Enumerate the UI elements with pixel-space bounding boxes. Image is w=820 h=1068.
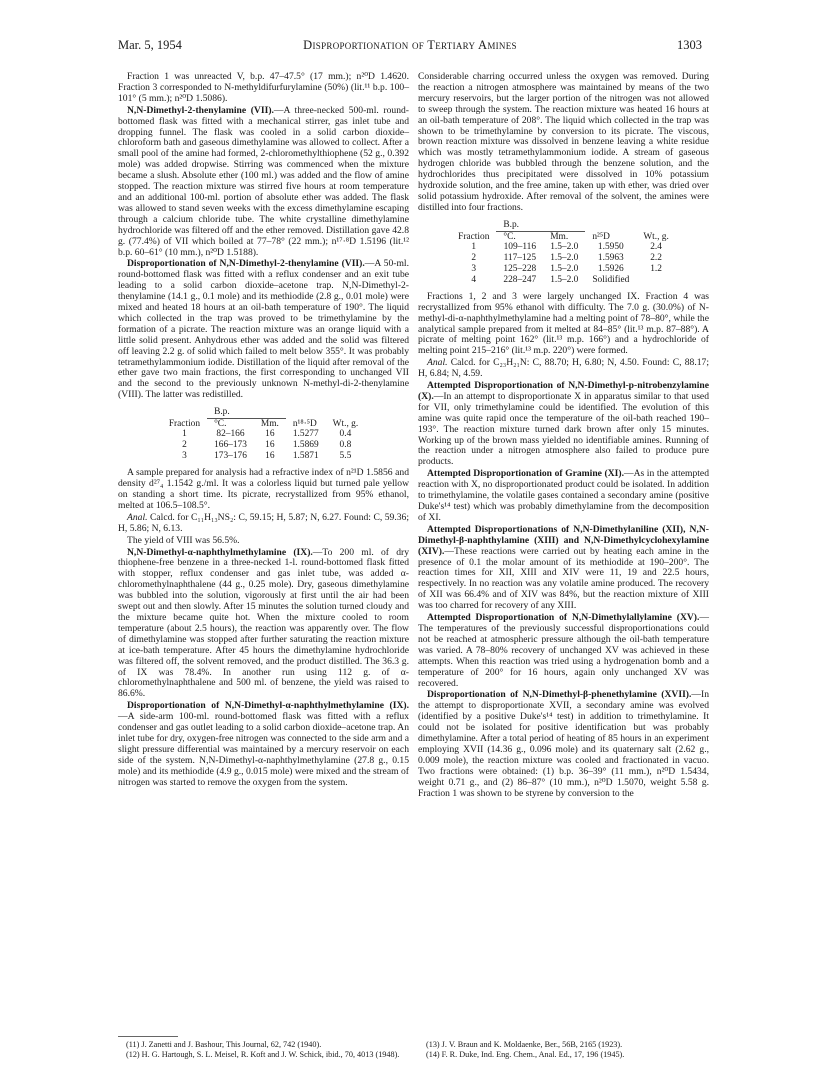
table-row [162, 440, 365, 451]
table-header-cell: Mm. [260, 419, 279, 430]
table-header-cell: Fraction [168, 419, 201, 430]
table-row [162, 451, 365, 462]
paragraph-text: —These reactions were carried out by heating each amine in the presence of 0.1 the molar amount of its methiodide at 190–200°. The reaction times for XII, XIII and XIV were 11, 19 and 22.5 hours, respectively. In no reaction was any volatile amine produced. The recovery of XII was 66.4% and of XIV was 84%, but the reaction mixture of XIII was too charred for recovery of any XIII. [418, 545, 709, 612]
header-date: Mar. 5, 1954 [118, 38, 182, 52]
right-column [418, 72, 709, 800]
paragraph-text: The yield of VIII was 56.5%. [127, 534, 240, 546]
paragraph [418, 358, 709, 380]
left-column [118, 72, 409, 789]
footnote: (12) H. G. Hartough, S. L. Meisel, R. Koft and J. W. Schick, ibid., 70, 4013 (1948). [126, 1049, 400, 1059]
table-header-cell: Mm. [550, 231, 569, 242]
section-heading: Disproportionation of N,N-Dimethyl-2-thenylamine (VII). [127, 258, 365, 270]
table-header-cell: n¹⁸·⁵D [292, 419, 317, 430]
footnote: (11) J. Zanetti and J. Bashour, This Journal, 62, 742 (1940). [126, 1040, 322, 1049]
table-header-cell [162, 407, 207, 419]
table-cell [636, 275, 676, 286]
footnote: (14) F. R. Duke, Ind. Eng. Chem., Anal. Ed., 17, 196 (1945). [426, 1049, 625, 1059]
table-header-cell: Wt., g. [332, 419, 359, 430]
paragraph [118, 106, 409, 259]
table-cell: 1.5950 [597, 241, 624, 252]
table-header-cell [636, 220, 676, 232]
table-cell: 4 [471, 274, 477, 285]
section-heading: Disproportionation of N,N-Dimethyl-α-naphthylmethylamine (IX). [127, 700, 409, 712]
paragraph [418, 381, 709, 468]
paragraph-text: Calcd. for C₂₃H₂₁N: C, 88.70; H, 6.80; N, 4.50. Found: C, 88.17; H, 6.84; N, 4.59. [418, 357, 709, 380]
paragraph-text: —As in the attempted reaction with X, no disproportionated product could be isolated. In addition to trimethylamine, the volatile gases contained a secondary amine (positive Duke's¹⁴ test) which was probably dimethylamine from the decomposition of XI. [418, 468, 709, 523]
table-cell: 1.5871 [292, 451, 319, 462]
table-header-cell [451, 220, 496, 232]
paragraph [418, 613, 709, 689]
table-cell: 228–247 [503, 274, 537, 285]
table-row [451, 253, 676, 264]
section-heading: Attempted Disproportionation of Gramine (XI). [427, 468, 624, 480]
paragraph [118, 513, 409, 535]
paragraph-text: —A three-necked 500-ml. round-bottomed flask was fitted with a mechanical stirrer, gas inlet tube and dropping funnel. The flask was cooled in a solid carbon dioxide–chloroform bath and gaseous dimethylamine was allowed to collect. After a small pool of the amine had formed, 2-chloromethylthiophene (52 g., 0.392 mole) was added dropwise. Stirring was commenced when the mixture became a slush. Absolute ether (100 ml.) was added and the flow of amine stopped. The reaction mixture was stirred five hours at room temperature and an additional 100-ml. portion of absolute ether was added. The flask was allowed to stand seven weeks with the excess dimethylamine escaping through a calcium chloride tube. The white crystalline dimethylamine hydrochloride was filtered off and the ether removed. Distillation gave 42.8 g. (77.4%) of VII which boiled at 77–78° (22 mm.); n¹⁷·⁸D 1.5196 (lit.¹² b.p. 60–61° (10 mm.), n²⁰D 1.5188). [118, 104, 409, 258]
paragraph [118, 72, 409, 105]
table-cell: 109–116 [503, 241, 537, 252]
header-page-number: 1303 [677, 38, 702, 52]
table-cell: 1.5–2.0 [550, 252, 579, 263]
table-header-cell [286, 407, 326, 419]
paragraph-text: Calcd. for C₁₁H₁₃NS₂: C, 59.15; H, 5.87; N, 6.27. Found: C, 59.36; H, 5.86; N, 6.13. [118, 511, 409, 534]
table-header-cell: Fraction [458, 231, 490, 242]
table-header-cell [326, 407, 366, 419]
section-heading: N,N-Dimethyl-α-naphthylmethylamine (IX). [127, 546, 313, 558]
paragraph-text: —To 200 ml. of dry thiophene-free benzene in a three-necked 1-l. round-bottomed flask fitted with stopper, reflux condenser and gas inlet tube, was added α-chloromethylnaphthalene (44 g., 0.25 mole). Dry, gaseous dimethylamine was bubbled into the solution, vigorously at first until the air had been swept out and then slowly. After 15 minutes the solution turned cloudy and the mixture became quite hot. When the mixture cooled to room temperature (about 2.5 hours), the reaction was apparently over. The flow of dimethylamine was stopped after further saturating the reaction mixture at ice-bath temperature. After 45 hours the dimethylamine hydrochloride was filtered off, the solvent removed, and the product distilled. The 36.3 g. of IX was 78.4%. In another run using 112 g. of α-chloromethylnaphthalene and 500 ml. of benzene, the yield was raised to 86.6%. [118, 546, 409, 700]
table-header-bp: B.p. [207, 407, 286, 419]
table-cell: 1.5869 [292, 440, 319, 451]
table-cell: 16 [265, 451, 275, 462]
paragraph [418, 690, 709, 799]
paragraph-text: Fractions 1, 2 and 3 were largely unchanged IX. Fraction 4 was recrystallized from 95% ethanol with difficulty. The 7.0 g. (30.0%) of N-methyl-di-α-naphthylmethylamine had a melting point of 78–80°, while the analytical sample prepared from it melted at 84–85° (lit.¹³ m.p. 87–88°). A picrate of melting point 162° (lit.¹³ m.p. 166°) and a hydrochloride of melting point 215–216° (lit.¹³ m.p. 220°) were formed. [418, 290, 709, 357]
table-cell: 125–228 [503, 263, 537, 274]
paragraph-text: A sample prepared for analysis had a refractive index of n²¹D 1.5856 and density d²⁷₄ 1.1542 g./ml. It was a colorless liquid but turned pale yellow on standing a short time. Its picrate, recrystallized from 95% ethanol, melted at 106.5–108.5°. [118, 467, 409, 511]
table-row [451, 242, 676, 253]
table-cell: 3 [182, 451, 187, 462]
table-cell: 1.5963 [597, 252, 624, 263]
table-cell: 1.5–2.0 [550, 241, 579, 252]
fraction-table [162, 407, 365, 462]
table-header-cell: °C. [503, 231, 516, 242]
section-heading: N,N-Dimethyl-2-thenylamine (VII). [127, 104, 274, 116]
analysis-label: Anal. [127, 511, 148, 523]
paragraph [418, 525, 709, 612]
table-cell: 166–173 [214, 440, 247, 451]
table-cell: 1.5926 [597, 263, 624, 274]
table-header-cell: n²⁵D [592, 231, 610, 242]
table-cell: 1.5–2.0 [550, 263, 579, 274]
footnotes-right [418, 1040, 709, 1059]
table-header-cell: °C. [214, 419, 227, 430]
table-cell: 1 [182, 429, 187, 440]
table-header-bp: B.p. [496, 220, 585, 232]
paragraph-text: Fraction 1 was unreacted V, b.p. 47–47.5° (17 mm.); n²⁰D 1.4620. Fraction 3 corresponded to N-methyldifurfurylamine (50%) (lit.¹¹ b.p. 100–101° (5 mm.); n²⁰D 1.5086). [118, 71, 409, 104]
footnote-rule-left [118, 1036, 178, 1037]
table-header-cell [585, 220, 636, 232]
paragraph [118, 701, 409, 788]
section-heading: Attempted Disproportionation of N,N-Dimethyl-p-nitrobenzylamine (X). [418, 380, 709, 402]
footnotes-left [118, 1040, 409, 1059]
table-cell: 117–125 [503, 252, 537, 263]
table-cell: 2.2 [650, 252, 662, 263]
table-cell: 82–166 [216, 429, 245, 440]
fraction-table [451, 220, 676, 286]
table-row [451, 264, 676, 275]
paragraph-text: Considerable charring occurred unless the oxygen was removed. During the reaction a nitrogen atmosphere was maintained by means of the two mercury reservoirs, but the larger portion of the nitrogen was not allowed to sweep through the system. The reaction mixture was heated 16 hours at an oil-bath temperature of 208°. The liquid which collected in the trap was shown to be trimethylamine by conversion to its picrate. The viscous, brown reaction mixture was dissolved in benzene leaving a white residue which was mostly tetramethylammonium iodide. A stream of gaseous hydrogen chloride was bubbled through the benzene solution, and the hydrochlorides thus precipitated were dissolved in 10% potassium hydroxide solution, and the free amine, taken up with ether, was dried over solid potassium hydroxide. After removal of the solvent, the amines were distilled into four fractions. [418, 71, 709, 213]
table-cell: 5.5 [339, 451, 352, 462]
table-cell: 2 [471, 252, 477, 263]
table-cell: 16 [265, 429, 275, 440]
analysis-label: Anal. [427, 357, 448, 369]
table-cell: 173–176 [214, 451, 247, 462]
paragraph [118, 259, 409, 401]
paragraph-text: —In an attempt to disproportionate X in apparatus similar to that used for VII, only trimethylamine could be identified. The evolution of this amine was quite rapid once the temperature of the oil-bath reached 190–193°. The reaction mixture turned dark brown after only 15 minutes. Working up of the brown mass yielded no identifiable amines. Running of the reaction under a nitrogen atmosphere also failed to produce pure products. [418, 390, 709, 468]
table-cell: 0.8 [339, 440, 352, 451]
table-row [162, 429, 365, 440]
paragraph [418, 292, 709, 357]
table-row [451, 275, 676, 286]
table-cell: 1 [471, 241, 477, 252]
section-heading: Attempted Disproportionation of N,N-Dimethylallylamine (XV). [427, 612, 700, 624]
section-heading: Attempted Disproportionations of N,N-Dimethylaniline (XII), N,N-Dimethyl-β-naphthylamine (XIII) and N,N-Dimethylcyclohexylamine (XIV). [418, 523, 709, 557]
paragraph-text: —The temperatures of the previously successful disproportionations could not be reached at atmospheric pressure although the oil-bath temperature was varied. A 78–80% recovery of unchanged XV was achieved in these attempts. When this reaction was tried using a hydrogenation bomb and a temperature of 200° for 16 hours, again only unchanged XV was recovered. [418, 612, 709, 689]
paragraph [418, 72, 709, 214]
paragraph [118, 536, 409, 547]
paragraph [118, 548, 409, 701]
table-cell: 2.4 [650, 241, 662, 252]
table-cell: 1.5–2.0 [550, 274, 579, 285]
table-header-cell: Wt., g. [643, 231, 669, 242]
paragraph-text: —A 50-ml. round-bottomed flask was fitted with a reflux condenser and an exit tube leading to a solid carbon dioxide–acetone trap. N,N-Dimethyl-2-thenylamine (14.1 g., 0.1 mole) and its methiodide (2.8 g., 0.01 mole) were mixed and heated 18 hours at an oil-bath temperature of 190°. The liquid which collected in the trap was proved to be trimethylamine by the formation of a picrate. The reaction mixture was an orange liquid with a little solid present. Anhydrous ether was added and the solid was filtered off leaving 2.2 g. of solid which failed to melt below 355°. It was probably tetramethylammonium iodide. Distillation of the liquid after removal of the ether gave two main fractions, the first corresponding to unchanged VII and the second to the previously unknown N-methyl-di-2-thenylamine (VIII). The latter was redistilled. [118, 258, 409, 401]
table-cell: 3 [471, 263, 477, 274]
paragraph [418, 469, 709, 524]
section-heading: Disproportionation of N,N-Dimethyl-β-phenethylamine (XVII). [427, 689, 692, 701]
paragraph-text: —A side-arm 100-ml. round-bottomed flask was fitted with a reflux condenser and gas outlet leading to a solid carbon dioxide–acetone trap. An inlet tube for dry, oxygen-free nitrogen was connected to the side arm and a slight pressure differential was maintained by a mercury reservoir on each side of the system. N,N-Dimethyl-α-naphthylmethylamine (27.8 g., 0.15 mole) and its methiodide (4.9 g., 0.015 mole) were mixed and the stream of nitrogen was started to remove the oxygen from the system. [118, 711, 409, 788]
table-cell: 2 [182, 440, 187, 451]
table-cell: 0.4 [339, 429, 352, 440]
table-cell: 1.5277 [292, 429, 319, 440]
table-cell: 16 [265, 440, 275, 451]
table-cell: 1.2 [650, 263, 662, 274]
paragraph [118, 468, 409, 512]
paragraph-text: —In the attempt to disproportionate XVII, a secondary amine was evolved (identified by a positive Duke's¹⁴ test) in addition to trimethylamine. It could not be isolated for positive identification but was probably dimethylamine. After a total period of heating of 85 hours in an experiment employing XVII (14.36 g., 0.096 mole) and its quaternary salt (2.62 g., 0.009 mole), the reaction mixture was cooled and fractionated in vacuo. Two fractions were obtained: (1) b.p. 36–39° (11 mm.), n²⁰D 1.5434, weight 0.71 g., and (2) 86–87° (10 mm.), n²⁰D 1.5070, weight 5.58 g. Fraction 1 was shown to be styrene by conversion to the [418, 689, 709, 799]
table-cell: Solidified [592, 274, 630, 285]
page-header [118, 38, 702, 54]
header-title: Disproportionation of Tertiary Amines [303, 38, 517, 52]
footnote: (13) J. V. Braun and K. Moldaenke, Ber., 56B, 2165 (1923). [426, 1040, 623, 1049]
